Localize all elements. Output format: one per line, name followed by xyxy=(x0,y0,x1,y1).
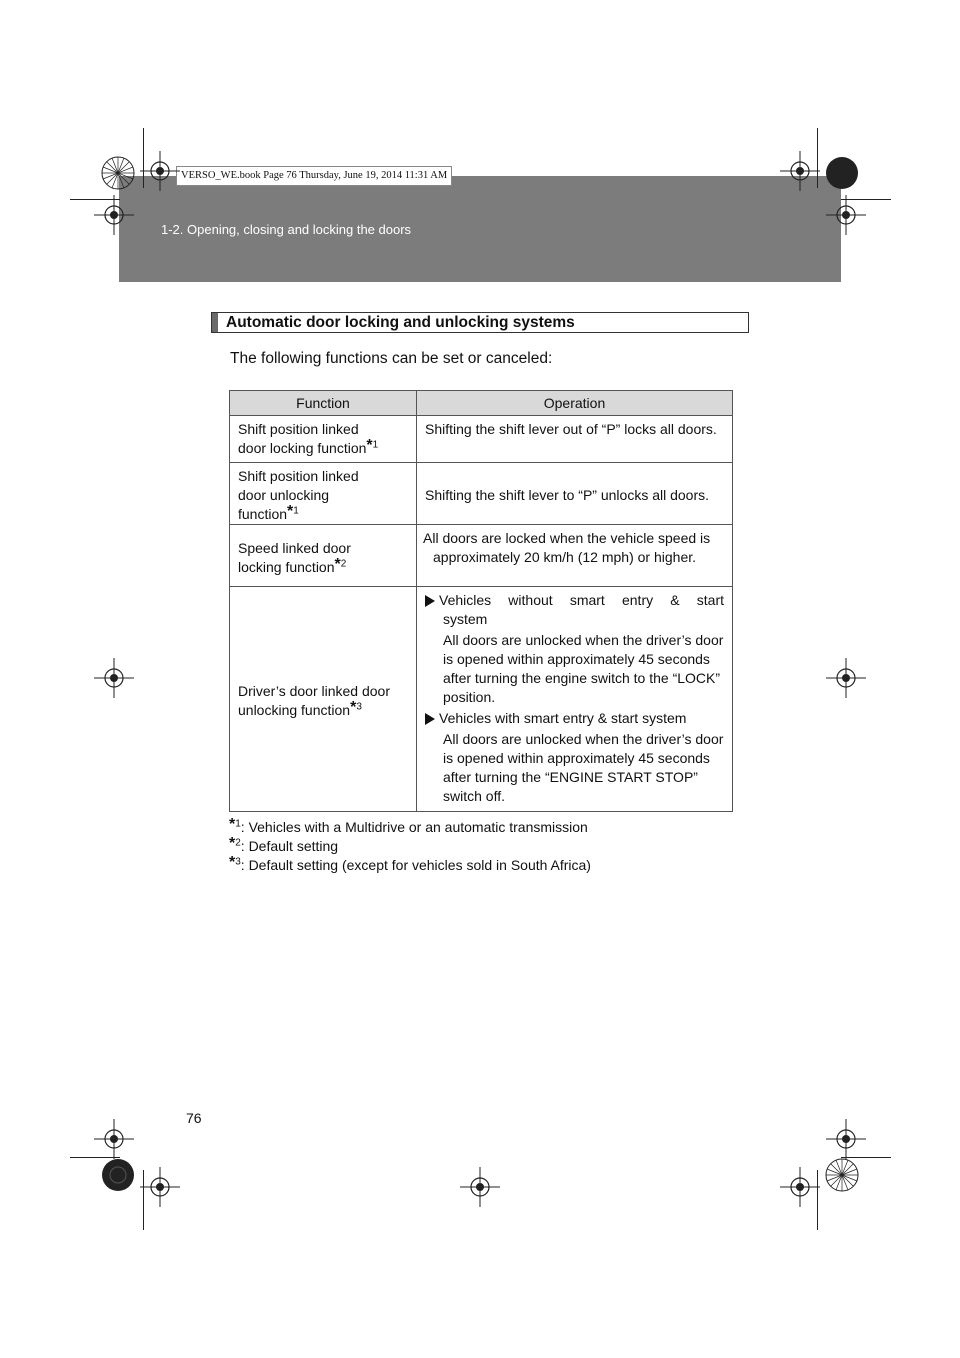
chapter-title: 1-2. Opening, closing and locking the doors xyxy=(161,222,412,237)
footnote-star: * xyxy=(366,437,373,454)
print-stamp: VERSO_WE.book Page 76 Thursday, June 19, 2014 11:31 AM xyxy=(176,166,452,186)
crosshair-mark-icon xyxy=(94,658,134,698)
footnote-star: * xyxy=(334,555,341,573)
function-cell: Shift position linked door locking function*$^1$ xyxy=(230,416,417,463)
functions-table xyxy=(229,390,733,812)
table-row xyxy=(230,587,733,812)
section-heading xyxy=(211,312,749,333)
column-header-operation: Operation xyxy=(417,391,733,416)
footnote-ref: 3 xyxy=(356,701,362,713)
solid-disc-mark-icon xyxy=(824,155,860,191)
operation-cell xyxy=(417,587,733,812)
table-header-row xyxy=(230,391,733,416)
crop-line xyxy=(841,199,891,200)
footnote-star: * xyxy=(287,503,294,520)
crosshair-mark-icon xyxy=(826,658,866,698)
footnote-item: *$^1$: Vehicles with a Multidrive or an automatic transmission xyxy=(229,816,588,835)
column-header-function: Function xyxy=(230,391,417,416)
footnote-star: * xyxy=(350,699,357,716)
subcase-b xyxy=(423,709,724,728)
starburst-mark-icon xyxy=(824,1157,860,1193)
operation-cell xyxy=(417,525,733,587)
triangle-bullet-icon xyxy=(425,595,435,607)
crop-line xyxy=(143,1170,144,1230)
starburst-mark-icon xyxy=(100,155,136,191)
function-cell: Speed linked door locking function*$^2$ xyxy=(230,525,417,587)
table-row xyxy=(230,525,733,587)
operation-cell: Shifting the shift lever out of “P” locks all doors. xyxy=(417,416,733,463)
crosshair-mark-icon xyxy=(780,1167,820,1207)
footnote-item: *$^2$: Default setting xyxy=(229,835,339,854)
crop-line xyxy=(70,1157,120,1158)
table-row xyxy=(230,416,733,463)
crop-line xyxy=(817,1170,818,1230)
crosshair-mark-icon xyxy=(780,151,820,191)
subcase-a-title-cont: system xyxy=(443,611,488,627)
crosshair-mark-icon xyxy=(140,1167,180,1207)
triangle-bullet-icon xyxy=(425,713,435,725)
footnote-ref: 2 xyxy=(340,557,347,569)
crosshair-mark-icon xyxy=(94,1119,134,1159)
footnote-item: *$^3$: Default setting (except for vehicles sold in South Africa) xyxy=(229,854,591,873)
crop-line xyxy=(70,199,120,200)
crosshair-mark-icon xyxy=(826,195,866,235)
crosshair-mark-icon xyxy=(460,1167,500,1207)
subcase-a-title: Vehicles without smart entry & start xyxy=(439,592,724,608)
subcase-a xyxy=(423,591,724,610)
crosshair-mark-icon xyxy=(94,195,134,235)
section-heading-text: Automatic door locking and unlocking systems xyxy=(226,313,575,331)
subcase-b-body: All doors are unlocked when the driver’s door is opened within approximately 45 seconds after turning the “ENGINE START STOP” switch off. xyxy=(443,731,724,804)
intro-text: The following functions can be set or canceled: xyxy=(230,350,553,367)
crop-line xyxy=(143,128,144,188)
crop-line xyxy=(817,128,818,188)
function-cell: Shift position linked door unlocking function*$^1$ xyxy=(230,463,417,525)
footnote-ref: 1 xyxy=(372,439,379,451)
crop-line xyxy=(841,1157,891,1158)
subcase-a-body: All doors are unlocked when the driver’s door is opened within approximately 45 seconds after turning the engine switch to the “LOCK” position. xyxy=(443,632,724,705)
footnotes xyxy=(229,818,591,875)
operation-text: All doors are locked when the vehicle speed is approximately 20 km/h (12 mph) or higher. xyxy=(423,530,711,565)
heading-accent-bar xyxy=(212,313,218,332)
operation-cell: Shifting the shift lever to “P” unlocks all doors. xyxy=(417,463,733,525)
page-number: 76 xyxy=(186,1110,202,1126)
subcase-b-title: Vehicles with smart entry & start system xyxy=(439,710,687,726)
solid-disc-mark-icon xyxy=(100,1157,136,1193)
footnote-ref: 1 xyxy=(293,505,299,517)
table-row xyxy=(230,463,733,525)
function-cell: Driver’s door linked door unlocking function*$^3$ xyxy=(230,587,417,812)
crosshair-mark-icon xyxy=(140,151,180,191)
crosshair-mark-icon xyxy=(826,1119,866,1159)
